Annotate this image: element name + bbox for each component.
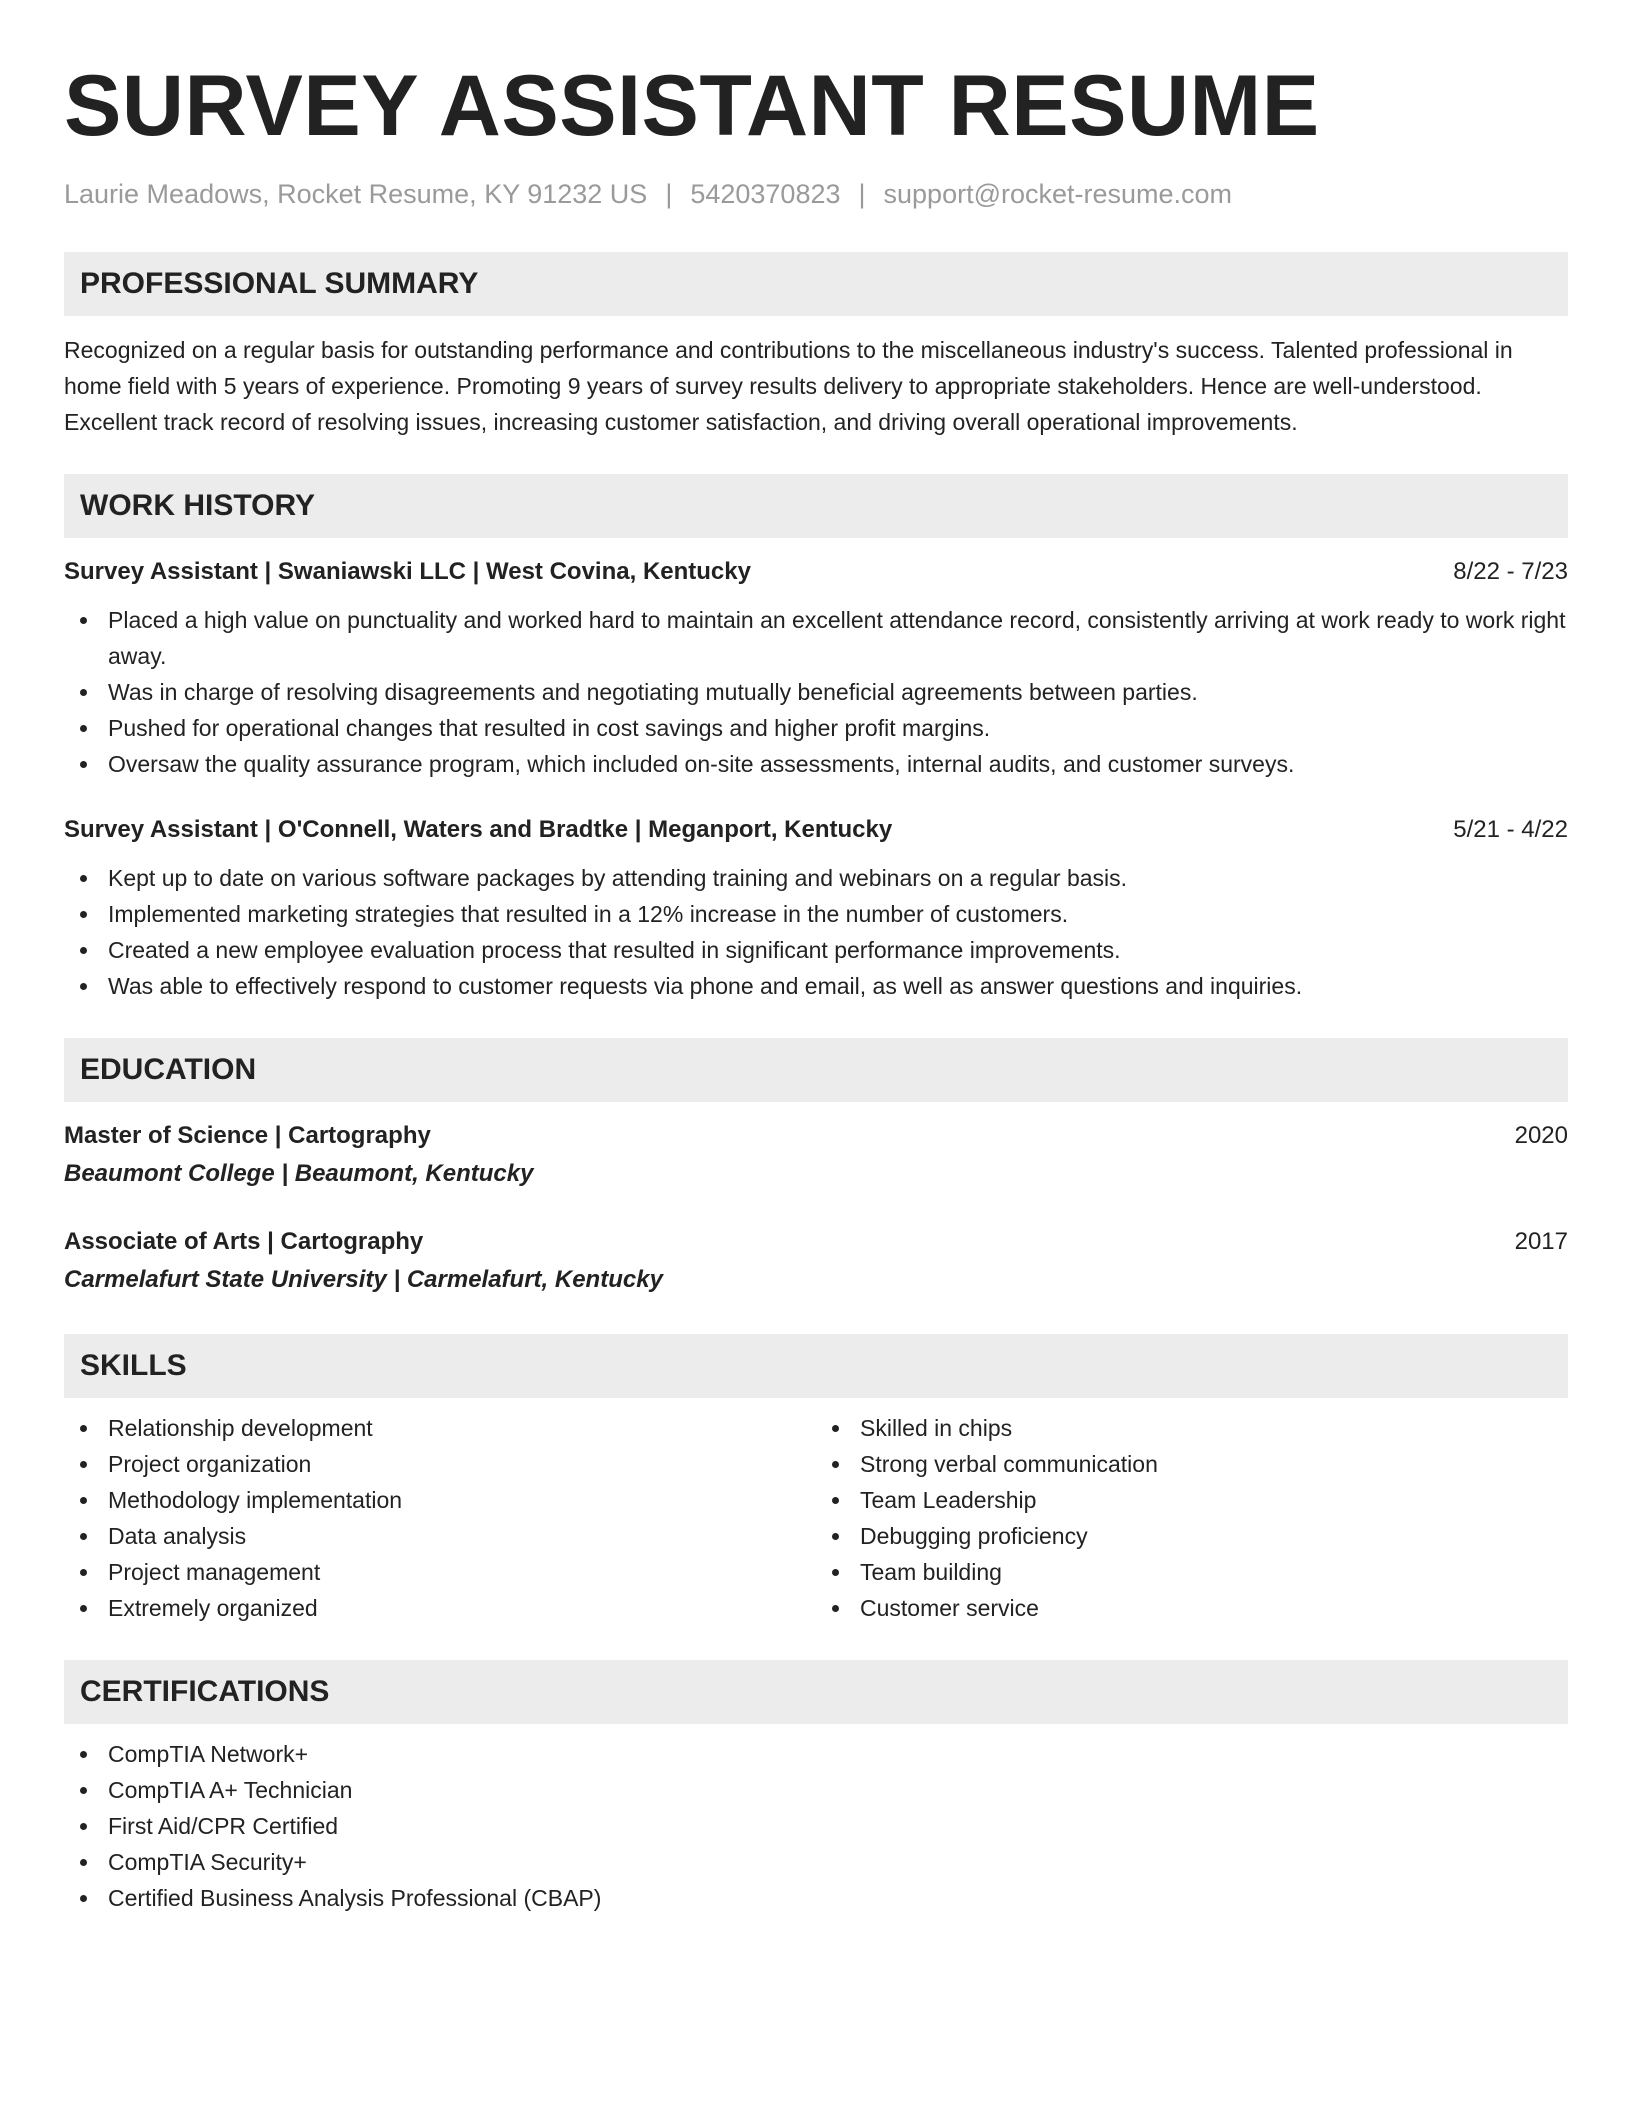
section-heading-certifications: CERTIFICATIONS	[64, 1660, 1568, 1724]
list-item: Project management	[108, 1554, 816, 1590]
section-heading-summary: PROFESSIONAL SUMMARY	[64, 252, 1568, 316]
list-item: Team building	[860, 1554, 1568, 1590]
summary-text: Recognized on a regular basis for outstanding performance and contributions to the miscellaneous industry's success. Talented professional in home field with 5 years of experience. Promoting 9 years of survey results delivery to appropriate stakeholders. Hence are well-understood. Excellent track record of resolving issues, increasing customer satisfaction, and driving overall operational improvements.	[64, 337, 1513, 435]
education-entry	[64, 1118, 1568, 1194]
list-item: Data analysis	[108, 1518, 816, 1554]
list-item: Kept up to date on various software packages by attending training and webinars on a regular basis.	[108, 860, 1568, 896]
job-title-line: Survey Assistant | O'Connell, Waters and Bradtke | Meganport, Kentucky	[64, 816, 893, 843]
contact-separator: |	[665, 179, 673, 209]
list-item: CompTIA Security+	[108, 1844, 1568, 1880]
list-item: Strong verbal communication	[860, 1446, 1568, 1482]
section-heading-education: EDUCATION	[64, 1038, 1568, 1102]
list-item: Was able to effectively respond to customer requests via phone and email, as well as answer questions and inquiries.	[108, 968, 1568, 1004]
education-header	[64, 1224, 1568, 1260]
section-heading-skills: SKILLS	[64, 1334, 1568, 1398]
list-item: Customer service	[860, 1590, 1568, 1626]
list-item: Pushed for operational changes that resulted in cost savings and higher profit margins.	[108, 710, 1568, 746]
education-degree: Master of Science | Cartography	[64, 1122, 431, 1149]
job-bullets	[64, 602, 1568, 782]
resume-title: SURVEY ASSISTANT RESUME	[64, 58, 1320, 154]
list-item: Implemented marketing strategies that resulted in a 12% increase in the number of customers.	[108, 896, 1568, 932]
list-item: Project organization	[108, 1446, 816, 1482]
job-entry	[64, 812, 1568, 1004]
job-bullets	[64, 860, 1568, 1004]
list-item: Oversaw the quality assurance program, which included on-site assessments, internal audits, and customer surveys.	[108, 746, 1568, 782]
education-degree: Associate of Arts | Cartography	[64, 1228, 424, 1255]
contact-line	[64, 176, 1568, 212]
list-item: Was in charge of resolving disagreements and negotiating mutually beneficial agreements between parties.	[108, 674, 1568, 710]
list-item: Team Leadership	[860, 1482, 1568, 1518]
list-item: Debugging proficiency	[860, 1518, 1568, 1554]
job-entry	[64, 554, 1568, 782]
job-dates: 5/21 - 4/22	[1453, 816, 1568, 843]
education-year: 2017	[1514, 1228, 1568, 1255]
list-item: Methodology implementation	[108, 1482, 816, 1518]
job-header	[64, 812, 1568, 848]
list-item: Skilled in chips	[860, 1410, 1568, 1446]
list-item: CompTIA A+ Technician	[108, 1772, 1568, 1808]
contact-email: support@rocket-resume.com	[883, 179, 1233, 209]
skills-grid	[64, 1398, 1568, 1626]
job-header	[64, 554, 1568, 590]
list-item: CompTIA Network+	[108, 1736, 1568, 1772]
education-school: Beaumont College | Beaumont, Kentucky	[64, 1160, 534, 1187]
section-heading-work-history: WORK HISTORY	[64, 474, 1568, 538]
education-school: Carmelafurt State University | Carmelafurt, Kentucky	[64, 1266, 663, 1293]
education-year: 2020	[1514, 1122, 1568, 1149]
list-item: Created a new employee evaluation process that resulted in significant performance improvements.	[108, 932, 1568, 968]
skills-list-left	[64, 1410, 816, 1626]
list-item: Certified Business Analysis Professional (CBAP)	[108, 1880, 1568, 1916]
job-title-line: Survey Assistant | Swaniawski LLC | West Covina, Kentucky	[64, 558, 751, 585]
contact-name-address: Laurie Meadows, Rocket Resume, KY 91232 US	[64, 179, 648, 209]
education-entry	[64, 1224, 1568, 1300]
job-dates: 8/22 - 7/23	[1453, 558, 1568, 585]
list-item: Relationship development	[108, 1410, 816, 1446]
skills-list-right	[816, 1410, 1568, 1626]
certifications-list	[64, 1736, 1568, 1916]
education-header	[64, 1118, 1568, 1154]
contact-phone: 5420370823	[690, 179, 841, 209]
list-item: Placed a high value on punctuality and worked hard to maintain an excellent attendance record, consistently arriving at work ready to work right away.	[108, 602, 1568, 674]
list-item: First Aid/CPR Certified	[108, 1808, 1568, 1844]
contact-separator: |	[858, 179, 866, 209]
list-item: Extremely organized	[108, 1590, 816, 1626]
